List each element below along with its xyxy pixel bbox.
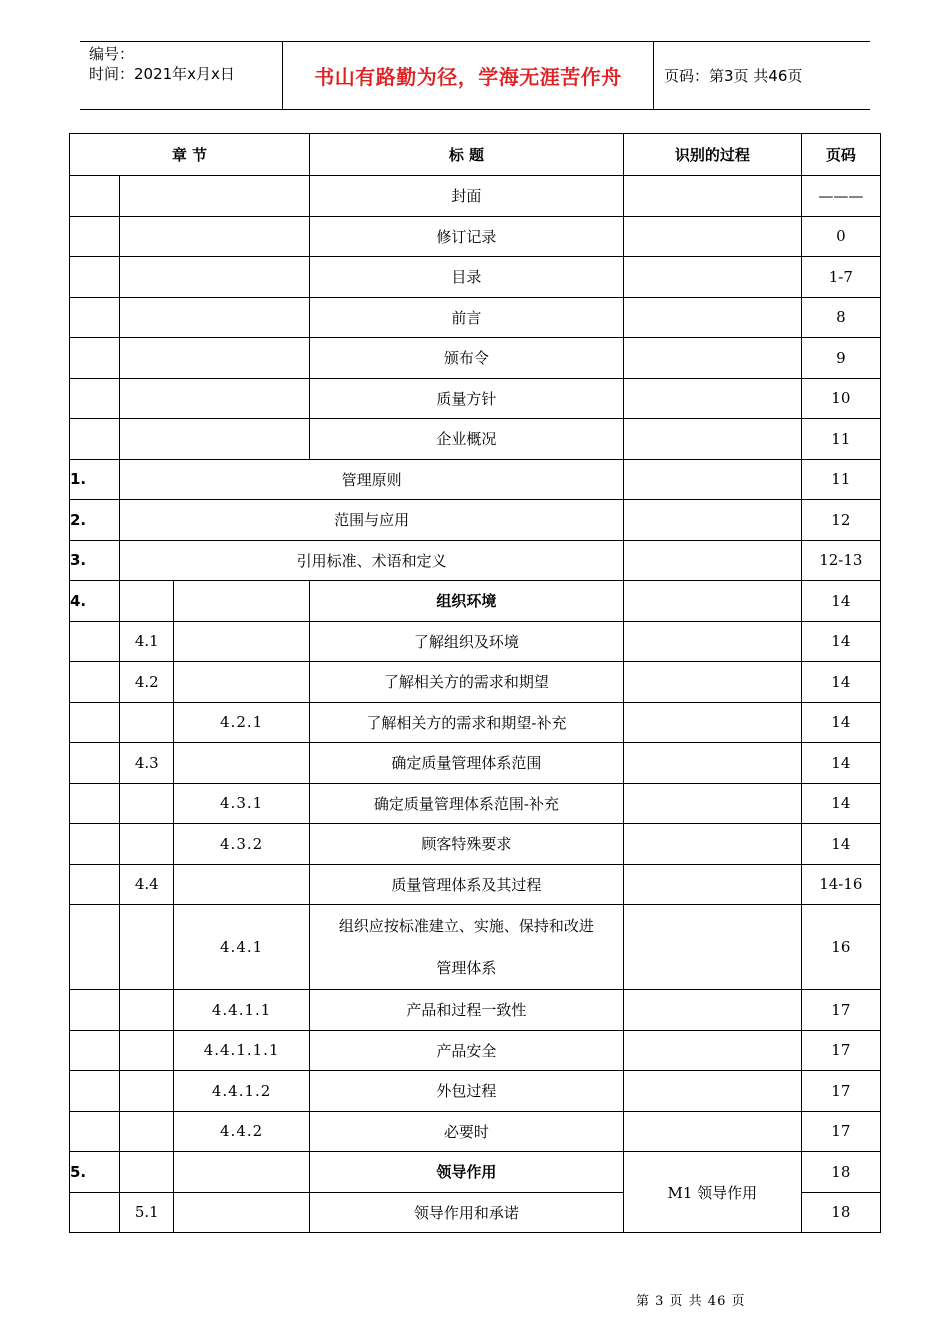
header-page-info: 页码：第3页 共46页 — [664, 67, 803, 85]
chapter-l2: 4.4 — [120, 864, 174, 905]
process-cell — [624, 864, 802, 905]
chapter-l1 — [70, 864, 120, 905]
col-header-process: 识别的过程 — [624, 134, 802, 176]
table-row — [70, 216, 881, 257]
table-row — [70, 297, 881, 338]
chapter-l3: 4.4.1.1 — [174, 990, 310, 1031]
chapter-l1 — [70, 176, 120, 217]
chapter-l1 — [70, 1111, 120, 1152]
process-cell — [624, 702, 802, 743]
chapter-l1 — [70, 419, 120, 460]
chapter-l3: 4.3.1 — [174, 783, 310, 824]
process-cell — [624, 824, 802, 865]
toc-title: 封面 — [309, 176, 623, 217]
toc-title: 目录 — [309, 257, 623, 298]
process-cell — [624, 216, 802, 257]
process-cell — [624, 459, 802, 500]
chapter-l2 — [120, 419, 310, 460]
table-row — [70, 176, 881, 217]
page-cell: 9 — [801, 338, 880, 379]
chapter-l3 — [174, 1152, 310, 1193]
chapter-l2 — [120, 824, 174, 865]
toc-title: 确定质量管理体系范围 — [309, 743, 623, 784]
table-row — [70, 257, 881, 298]
page-cell: 17 — [801, 990, 880, 1031]
chapter-l2 — [120, 1111, 174, 1152]
toc-title: 顾客特殊要求 — [309, 824, 623, 865]
chapter-l2 — [120, 1152, 174, 1193]
toc-title: 前言 — [309, 297, 623, 338]
chapter-l2 — [120, 1071, 174, 1112]
page-cell: 11 — [801, 459, 880, 500]
chapter-l2 — [120, 905, 174, 990]
process-cell: M1 领导作用 — [624, 1152, 802, 1233]
chapter-l1 — [70, 1192, 120, 1233]
page-footer: 第 3 页 共 46 页 — [636, 1294, 746, 1309]
toc-title: 组织环境 — [309, 581, 623, 622]
process-cell — [624, 1111, 802, 1152]
process-cell — [624, 662, 802, 703]
process-cell — [624, 176, 802, 217]
page-cell: 14 — [801, 702, 880, 743]
chapter-l1 — [70, 378, 120, 419]
document-date: 时间：2021年x月x日 — [89, 65, 235, 83]
toc-table — [69, 133, 881, 1233]
page-cell: 16 — [801, 905, 880, 990]
toc-title: 领导作用 — [309, 1152, 623, 1193]
toc-title: 外包过程 — [309, 1071, 623, 1112]
chapter-l1 — [70, 257, 120, 298]
chapter-l3 — [174, 1192, 310, 1233]
process-cell — [624, 1030, 802, 1071]
toc-header-row — [70, 134, 881, 176]
chapter-l1: 2. — [70, 500, 120, 541]
table-row — [70, 540, 881, 581]
chapter-l2: 5.1 — [120, 1192, 174, 1233]
toc-title: 了解相关方的需求和期望-补充 — [309, 702, 623, 743]
toc-title: 企业概况 — [309, 419, 623, 460]
page-cell: 1-7 — [801, 257, 880, 298]
chapter-l3 — [174, 864, 310, 905]
table-row — [70, 1111, 881, 1152]
page-cell: 10 — [801, 378, 880, 419]
table-row — [70, 824, 881, 865]
page-cell: 17 — [801, 1071, 880, 1112]
chapter-l2 — [120, 176, 310, 217]
col-header-chapter: 章 节 — [70, 134, 310, 176]
chapter-l3 — [174, 581, 310, 622]
header-page-cell — [654, 42, 870, 109]
chapter-l2 — [120, 1030, 174, 1071]
header-meta-cell — [80, 42, 283, 109]
toc-title-multiline — [309, 905, 623, 990]
chapter-l2 — [120, 257, 310, 298]
chapter-l2: 4.2 — [120, 662, 174, 703]
chapter-l3: 4.3.2 — [174, 824, 310, 865]
chapter-l2: 4.1 — [120, 621, 174, 662]
chapter-l1 — [70, 990, 120, 1031]
process-cell — [624, 257, 802, 298]
chapter-l3: 4.2.1 — [174, 702, 310, 743]
process-cell — [624, 905, 802, 990]
table-row — [70, 1030, 881, 1071]
table-row — [70, 621, 881, 662]
process-cell — [624, 990, 802, 1031]
chapter-l1 — [70, 783, 120, 824]
table-row — [70, 783, 881, 824]
toc-title: 质量管理体系及其过程 — [309, 864, 623, 905]
page-cell: 11 — [801, 419, 880, 460]
page-cell: 8 — [801, 297, 880, 338]
chapter-l3: 4.4.1 — [174, 905, 310, 990]
toc-title: 确定质量管理体系范围-补充 — [309, 783, 623, 824]
process-cell — [624, 500, 802, 541]
chapter-l2 — [120, 338, 310, 379]
page-cell: 14 — [801, 783, 880, 824]
process-cell — [624, 338, 802, 379]
col-header-page: 页码 — [801, 134, 880, 176]
page-cell: 17 — [801, 1030, 880, 1071]
toc-title: 管理原则 — [120, 459, 624, 500]
chapter-l1 — [70, 216, 120, 257]
header-motto-cell — [283, 42, 654, 109]
chapter-l3 — [174, 662, 310, 703]
toc-title: 颁布令 — [309, 338, 623, 379]
toc-title: 必要时 — [309, 1111, 623, 1152]
chapter-l1 — [70, 743, 120, 784]
page-cell: 0 — [801, 216, 880, 257]
document-number: 编号： — [89, 45, 135, 63]
chapter-l1 — [70, 702, 120, 743]
chapter-l3 — [174, 621, 310, 662]
table-row — [70, 581, 881, 622]
process-cell — [624, 581, 802, 622]
chapter-l1 — [70, 824, 120, 865]
col-header-title: 标 题 — [309, 134, 623, 176]
process-cell — [624, 1071, 802, 1112]
table-row — [70, 743, 881, 784]
toc-title-line-2: 管理体系 — [436, 959, 497, 977]
chapter-l2 — [120, 783, 174, 824]
toc-title: 修订记录 — [309, 216, 623, 257]
table-row — [70, 1152, 881, 1193]
chapter-l2 — [120, 378, 310, 419]
toc-title: 范围与应用 — [120, 500, 624, 541]
chapter-l1: 3. — [70, 540, 120, 581]
toc-title: 产品和过程一致性 — [309, 990, 623, 1031]
chapter-l1 — [70, 1071, 120, 1112]
chapter-l1 — [70, 338, 120, 379]
table-row — [70, 338, 881, 379]
chapter-l3 — [174, 743, 310, 784]
chapter-l3: 4.4.2 — [174, 1111, 310, 1152]
chapter-l1 — [70, 297, 120, 338]
chapter-l3: 4.4.1.1.1 — [174, 1030, 310, 1071]
toc-title: 了解组织及环境 — [309, 621, 623, 662]
page-cell: 14-16 — [801, 864, 880, 905]
chapter-l2 — [120, 581, 174, 622]
page-cell: 14 — [801, 621, 880, 662]
process-cell — [624, 783, 802, 824]
process-cell — [624, 621, 802, 662]
toc-title: 产品安全 — [309, 1030, 623, 1071]
page-cell: 18 — [801, 1152, 880, 1193]
chapter-l1: 4. — [70, 581, 120, 622]
chapter-l1 — [70, 621, 120, 662]
table-row — [70, 378, 881, 419]
process-cell — [624, 540, 802, 581]
process-cell — [624, 378, 802, 419]
table-row — [70, 990, 881, 1031]
chapter-l1 — [70, 1030, 120, 1071]
table-row — [70, 662, 881, 703]
table-row — [70, 1071, 881, 1112]
table-row — [70, 905, 881, 990]
chapter-l2 — [120, 990, 174, 1031]
chapter-l1 — [70, 662, 120, 703]
header-motto: 书山有路勤为径，学海无涯苦作舟 — [314, 65, 622, 89]
process-cell — [624, 419, 802, 460]
chapter-l1: 1. — [70, 459, 120, 500]
toc-title: 了解相关方的需求和期望 — [309, 662, 623, 703]
page-cell: 14 — [801, 743, 880, 784]
table-row — [70, 702, 881, 743]
chapter-l1 — [70, 905, 120, 990]
process-cell — [624, 297, 802, 338]
chapter-l2 — [120, 297, 310, 338]
toc-title: 领导作用和承诺 — [309, 1192, 623, 1233]
page-cell: 18 — [801, 1192, 880, 1233]
page-cell: 14 — [801, 581, 880, 622]
page-cell: 14 — [801, 662, 880, 703]
page-cell: 14 — [801, 824, 880, 865]
chapter-l2: 4.3 — [120, 743, 174, 784]
chapter-l2 — [120, 702, 174, 743]
table-row — [70, 500, 881, 541]
toc-title-line-1: 组织应按标准建立、实施、保持和改进 — [338, 917, 594, 935]
page-cell: ——— — [801, 176, 880, 217]
page-cell: 12 — [801, 500, 880, 541]
chapter-l1: 5. — [70, 1152, 120, 1193]
process-cell — [624, 743, 802, 784]
toc-title: 质量方针 — [309, 378, 623, 419]
table-row — [70, 419, 881, 460]
toc-title: 引用标准、术语和定义 — [120, 540, 624, 581]
page-cell: 12-13 — [801, 540, 880, 581]
document-header — [80, 41, 870, 110]
table-row — [70, 459, 881, 500]
table-row — [70, 864, 881, 905]
chapter-l2 — [120, 216, 310, 257]
page-cell: 17 — [801, 1111, 880, 1152]
chapter-l3: 4.4.1.2 — [174, 1071, 310, 1112]
